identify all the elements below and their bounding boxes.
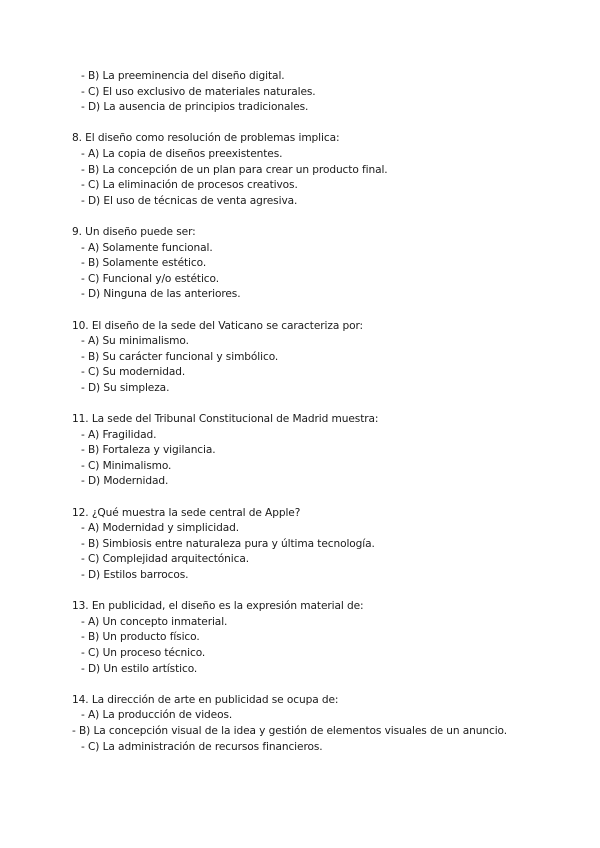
option-item: - A) Solamente funcional.	[81, 241, 213, 254]
option-item: - C) Funcional y/o estético.	[81, 272, 219, 285]
question-text: 10. El diseño de la sede del Vaticano se caracteriza por:	[72, 319, 364, 332]
option-item: - A) La producción de videos.	[81, 709, 233, 722]
question-text: 14. La dirección de arte en publicidad se ocupa de:	[72, 693, 339, 706]
option-item: - D) El uso de técnicas de venta agresiva.	[81, 194, 298, 207]
option-item: - A) Un concepto inmaterial.	[81, 615, 228, 628]
question-text: 12. ¿Qué muestra la sede central de Apple?	[72, 506, 301, 519]
option-item: - C) El uso exclusivo de materiales naturales.	[81, 85, 316, 98]
option-item: - B) Un producto físico.	[81, 631, 200, 644]
option-item: - C) Su modernidad.	[81, 366, 186, 379]
option-item: - B) Solamente estético.	[81, 257, 207, 270]
option-item: - A) Fragilidad.	[81, 428, 157, 441]
option-item: - B) Fortaleza y vigilancia.	[81, 444, 216, 457]
option-item: - D) Estilos barrocos.	[81, 569, 189, 581]
option-item: - B) La concepción visual de la idea y gestión de elementos visuales de un anuncio.	[72, 724, 508, 737]
question-9	[72, 225, 532, 303]
option-item: - A) La copia de diseños preexistentes.	[81, 147, 283, 160]
question-13	[72, 599, 532, 677]
option-item: - B) Su carácter funcional y simbólico.	[81, 350, 279, 363]
option-item: - C) Minimalismo.	[81, 459, 172, 472]
option-item: - C) Un proceso técnico.	[81, 646, 206, 659]
option-item: - B) La preeminencia del diseño digital.	[81, 70, 285, 82]
option-item: - A) Modernidad y simplicidad.	[81, 522, 240, 535]
option-item: - D) Ninguna de las anteriores.	[81, 288, 241, 301]
question-14	[72, 693, 532, 755]
question-12	[72, 506, 532, 584]
option-item: - B) La concepción de un plan para crear un producto final.	[81, 163, 388, 176]
option-item: - C) La eliminación de procesos creativos.	[81, 179, 298, 192]
option-item: - D) Modernidad.	[81, 475, 169, 488]
question-text: 13. En publicidad, el diseño es la expresión material de:	[72, 600, 364, 613]
option-item: - D) Un estilo artístico.	[81, 662, 198, 675]
intro-options	[72, 69, 532, 116]
option-item: - D) La ausencia de principios tradicionales.	[81, 101, 309, 114]
option-item: - C) Complejidad arquitectónica.	[81, 553, 249, 566]
option-item: - D) Su simpleza.	[81, 381, 170, 394]
question-8	[72, 131, 532, 209]
question-text: 8. El diseño como resolución de problemas implica:	[72, 132, 340, 145]
question-text: 11. La sede del Tribunal Constitucional de Madrid muestra:	[72, 413, 379, 426]
option-item: - B) Simbiosis entre naturaleza pura y última tecnología.	[81, 537, 375, 550]
option-item: - C) La administración de recursos financieros.	[81, 740, 323, 753]
question-text: 9. Un diseño puede ser:	[72, 225, 196, 238]
question-11	[72, 412, 532, 490]
document-page	[72, 69, 532, 755]
option-item: - A) Su minimalismo.	[81, 335, 189, 348]
question-10	[72, 319, 532, 397]
